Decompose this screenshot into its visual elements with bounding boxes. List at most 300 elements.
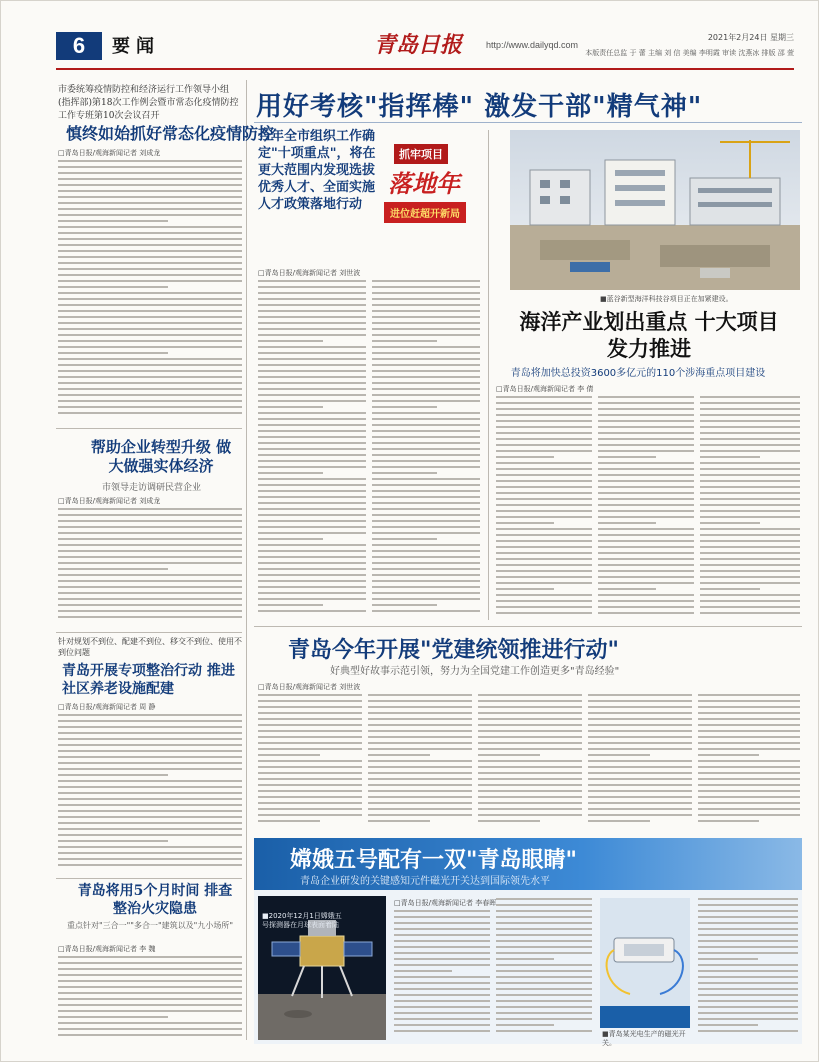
text-line (58, 864, 242, 866)
story4-byline: □青岛日报/观海新闻记者 李 魏 (58, 945, 156, 953)
feature-headline[interactable]: 用好考核"指挥棒" 激发干部"精气神" (256, 92, 703, 122)
text-line (58, 166, 242, 168)
text-line (372, 394, 480, 396)
text-line (258, 796, 362, 798)
text-line (700, 588, 760, 590)
text-line (372, 466, 480, 468)
text-line (698, 910, 798, 912)
text-line (698, 760, 800, 762)
text-line (368, 808, 472, 810)
text-line (700, 600, 800, 602)
text-line (496, 964, 592, 966)
text-line (700, 408, 800, 410)
text-line (700, 432, 800, 434)
text-line (588, 766, 692, 768)
text-line (496, 916, 592, 918)
text-line (258, 802, 362, 804)
text-line (598, 576, 694, 578)
headline-rule (254, 122, 802, 123)
text-line (258, 298, 366, 300)
text-line (258, 610, 366, 612)
text-line (258, 790, 362, 792)
text-line (394, 916, 490, 918)
text-line (698, 970, 798, 972)
text-line (598, 612, 694, 614)
text-line (58, 292, 242, 294)
text-line (478, 736, 582, 738)
text-line (598, 558, 694, 560)
text-line (496, 928, 592, 930)
text-line (58, 1028, 242, 1030)
text-line (588, 808, 692, 810)
text-line (372, 550, 480, 552)
text-line (372, 556, 480, 558)
text-line (698, 1018, 798, 1020)
text-line (496, 396, 592, 398)
text-line (258, 430, 366, 432)
text-line (598, 414, 694, 416)
text-line (496, 898, 592, 900)
text-line (368, 766, 472, 768)
text-line (496, 456, 554, 458)
text-line (598, 432, 694, 434)
text-line (588, 778, 692, 780)
story1-headline[interactable]: 慎终如始抓好常态化疫情防控 (66, 124, 275, 143)
text-line (258, 292, 366, 294)
text-line (58, 262, 242, 264)
text-line (58, 956, 242, 958)
text-line (700, 438, 800, 440)
text-line (588, 742, 692, 744)
party-body-col3 (478, 694, 582, 828)
text-line (258, 718, 362, 720)
text-line (58, 340, 242, 342)
text-line (258, 736, 362, 738)
text-line (698, 802, 800, 804)
text-line (598, 498, 694, 500)
feature-body-col2 (372, 280, 480, 620)
text-line (372, 418, 480, 420)
text-line (58, 544, 242, 546)
text-line (58, 604, 242, 606)
text-line (598, 582, 694, 584)
text-line (58, 526, 242, 528)
website-url[interactable]: http://www.dailyqd.com (486, 40, 579, 50)
text-line (258, 382, 366, 384)
text-line (258, 532, 366, 534)
text-line (700, 546, 800, 548)
feature-byline: □青岛日报/观海新闻记者 刘世波 (258, 269, 361, 277)
text-line (700, 474, 800, 476)
text-line (58, 568, 168, 570)
text-line (372, 580, 480, 582)
text-line (372, 562, 480, 564)
story3-headline[interactable]: 青岛开展专项整治行动 推进社区养老设施配建 (62, 663, 235, 697)
party-body-col4 (588, 694, 692, 828)
text-line (258, 394, 366, 396)
text-line (698, 820, 759, 822)
text-line (368, 706, 472, 708)
text-line (496, 420, 592, 422)
text-line (496, 408, 592, 410)
text-line (700, 462, 800, 464)
text-line (372, 412, 480, 414)
text-line (700, 456, 760, 458)
text-line (258, 574, 366, 576)
text-line (258, 484, 366, 486)
construction-photo-caption: ■蓝谷新型海洋科技谷项目正在加紧建设。 (600, 295, 733, 303)
text-line (372, 508, 480, 510)
text-line (698, 772, 800, 774)
text-line (698, 922, 798, 924)
text-line (258, 604, 323, 606)
text-line (598, 504, 694, 506)
text-line (372, 370, 480, 372)
text-line (496, 600, 592, 602)
text-line (698, 940, 798, 942)
editor-credits: 本版责任总监 于 蕾 主编 刘 信 美编 李明霞 审读 沈燕冰 排版 邵 萱 (585, 49, 794, 57)
text-line (58, 738, 242, 740)
text-line (372, 502, 480, 504)
text-line (258, 454, 366, 456)
text-line (258, 772, 362, 774)
text-line (478, 724, 582, 726)
text-line (478, 694, 582, 696)
text-line (598, 402, 694, 404)
text-line (258, 400, 366, 402)
text-line (496, 432, 592, 434)
text-line (368, 724, 472, 726)
text-line (478, 718, 582, 720)
text-line (58, 196, 242, 198)
text-line (372, 610, 480, 612)
text-line (478, 790, 582, 792)
text-line (58, 346, 242, 348)
text-line (368, 820, 430, 822)
text-line (368, 772, 472, 774)
text-line (258, 784, 362, 786)
project-year-badge (384, 144, 484, 234)
text-line (496, 414, 592, 416)
text-line (394, 922, 490, 924)
text-line (58, 822, 242, 824)
text-line (496, 498, 592, 500)
story-divider (56, 632, 242, 633)
text-line (58, 732, 242, 734)
text-line (496, 976, 592, 978)
text-line (700, 444, 800, 446)
text-line (258, 778, 362, 780)
text-line (588, 760, 692, 762)
text-line (58, 858, 242, 860)
text-line (372, 532, 480, 534)
text-line (258, 496, 366, 498)
text-line (698, 778, 800, 780)
text-line (372, 520, 480, 522)
text-line (698, 1006, 798, 1008)
text-line (258, 700, 362, 702)
text-line (372, 358, 480, 360)
text-line (496, 1012, 592, 1014)
text-line (58, 1004, 242, 1006)
text-line (372, 484, 480, 486)
text-line (496, 504, 592, 506)
text-line (58, 532, 242, 534)
story-divider (56, 428, 242, 429)
text-line (258, 568, 366, 570)
text-line (372, 316, 480, 318)
story4-headline[interactable]: 青岛将用5个月时间 排查整治火灾隐患 (77, 883, 233, 917)
text-line (700, 522, 760, 524)
text-line (598, 534, 694, 536)
text-line (598, 480, 694, 482)
text-line (258, 766, 362, 768)
text-line (394, 910, 490, 912)
optic-switch-caption: ■青岛某光电生产的磁光开关。 (602, 1030, 686, 1047)
text-line (258, 478, 366, 480)
text-line (368, 700, 472, 702)
text-line (368, 784, 472, 786)
text-line (258, 310, 366, 312)
text-line (372, 604, 437, 606)
text-line (496, 528, 592, 530)
text-line (258, 544, 366, 546)
text-line (700, 468, 800, 470)
party-body-col5 (698, 694, 800, 828)
text-line (496, 486, 592, 488)
text-line (258, 754, 320, 756)
text-line (372, 400, 480, 402)
marine-headline[interactable]: 海洋产业划出重点 十大项目发力推进 (519, 309, 779, 361)
text-line (700, 504, 800, 506)
text-line (394, 1012, 490, 1014)
text-line (394, 1024, 490, 1026)
text-line (496, 970, 592, 972)
text-line (698, 694, 800, 696)
text-line (496, 1030, 592, 1032)
text-line (496, 958, 554, 960)
text-line (598, 474, 694, 476)
text-line (698, 790, 800, 792)
text-line (368, 802, 472, 804)
marine-byline: □青岛日报/观海新闻记者 李 倩 (496, 385, 594, 393)
text-line (258, 412, 366, 414)
text-line (478, 820, 540, 822)
text-line (496, 582, 592, 584)
party-headline[interactable]: 青岛今年开展"党建统领推进行动" (288, 637, 619, 663)
text-line (58, 298, 242, 300)
text-line (598, 564, 694, 566)
text-line (588, 802, 692, 804)
text-line (496, 606, 592, 608)
text-line (588, 784, 692, 786)
lunar-photo-caption: ■2020年12月1日嫦娥五号探测器在月球表面着陆 (262, 912, 342, 929)
text-line (58, 1010, 242, 1012)
text-line (372, 334, 480, 336)
text-line (58, 364, 242, 366)
text-line (58, 376, 242, 378)
text-line (58, 598, 242, 600)
change5-byline: □青岛日报/观海新闻记者 李春晖 (394, 899, 497, 907)
text-line (372, 544, 480, 546)
text-line (698, 988, 798, 990)
text-line (58, 238, 242, 240)
text-line (478, 748, 582, 750)
text-line (258, 466, 366, 468)
text-line (588, 748, 692, 750)
text-line (368, 694, 472, 696)
text-line (394, 970, 452, 972)
text-line (478, 802, 582, 804)
text-line (58, 998, 242, 1000)
text-line (588, 796, 692, 798)
text-line (258, 598, 366, 600)
text-line (58, 232, 242, 234)
text-line (258, 442, 366, 444)
text-line (698, 700, 800, 702)
section-name: 要闻 (112, 36, 160, 57)
text-line (58, 762, 242, 764)
text-line (598, 516, 694, 518)
text-line (394, 952, 490, 954)
change5-headline[interactable]: 嫦娥五号配有一双"青岛眼睛" (290, 847, 577, 873)
text-line (496, 438, 592, 440)
text-line (496, 994, 592, 996)
text-line (496, 1018, 592, 1020)
text-line (258, 346, 366, 348)
text-line (58, 202, 242, 204)
text-line (598, 588, 656, 590)
text-line (258, 592, 366, 594)
text-line (368, 790, 472, 792)
text-line (598, 444, 694, 446)
text-line (58, 750, 242, 752)
text-line (496, 522, 554, 524)
text-line (372, 376, 480, 378)
text-line (368, 754, 430, 756)
text-line (258, 406, 323, 408)
text-line (700, 480, 800, 482)
text-line (58, 394, 242, 396)
text-line (58, 962, 242, 964)
text-line (58, 556, 242, 558)
text-line (258, 808, 362, 810)
text-line (258, 388, 366, 390)
text-line (698, 904, 798, 906)
text-line (394, 940, 490, 942)
text-line (698, 730, 800, 732)
text-line (698, 1030, 798, 1032)
text-line (58, 274, 242, 276)
text-line (700, 570, 800, 572)
text-line (698, 766, 800, 768)
text-line (496, 952, 592, 954)
text-line (58, 580, 242, 582)
text-line (496, 576, 592, 578)
text-line (372, 568, 480, 570)
text-line (698, 928, 798, 930)
text-line (700, 552, 800, 554)
text-line (496, 988, 592, 990)
text-line (58, 792, 242, 794)
text-line (372, 406, 437, 408)
text-line (258, 322, 366, 324)
text-line (698, 958, 758, 960)
text-line (700, 564, 800, 566)
text-line (496, 552, 592, 554)
text-line (58, 550, 242, 552)
text-line (394, 1000, 490, 1002)
text-line (258, 352, 366, 354)
text-line (478, 760, 582, 762)
story3-byline: □青岛日报/观海新闻记者 周 静 (58, 703, 156, 711)
text-line (496, 564, 592, 566)
text-line (394, 1030, 490, 1032)
text-line (58, 256, 242, 258)
construction-photo (510, 130, 800, 290)
text-line (372, 388, 480, 390)
text-line (258, 550, 366, 552)
text-line (258, 748, 362, 750)
text-line (700, 414, 800, 416)
story2-byline: □青岛日报/观海新闻记者 刘成龙 (58, 497, 161, 505)
text-line (372, 592, 480, 594)
text-line (258, 448, 366, 450)
text-line (700, 558, 800, 560)
text-line (496, 934, 592, 936)
text-line (372, 514, 480, 516)
text-line (588, 700, 692, 702)
text-line (58, 286, 168, 288)
text-line (372, 454, 480, 456)
text-line (58, 798, 242, 800)
text-line (478, 796, 582, 798)
text-line (698, 724, 800, 726)
text-line (258, 820, 320, 822)
text-line (258, 742, 362, 744)
text-line (58, 574, 242, 576)
text-line (372, 328, 480, 330)
text-line (372, 538, 437, 540)
text-line (58, 592, 242, 594)
text-line (58, 774, 168, 776)
story2-headline[interactable]: 帮助企业转型升级 做大做强实体经济 (90, 438, 232, 475)
text-line (372, 286, 480, 288)
text-line (258, 490, 366, 492)
text-line (698, 976, 798, 978)
text-line (598, 552, 694, 554)
text-line (258, 520, 366, 522)
text-line (598, 408, 694, 410)
text-line (258, 418, 366, 420)
story3-kicker: 针对规划不到位、配建不到位、移交不到位、使用不到位问题 (58, 637, 242, 657)
magneto-optic-switch-photo (600, 898, 690, 1028)
story-divider (254, 626, 802, 627)
text-line (372, 442, 480, 444)
change5-body-col1 (394, 910, 490, 1038)
change5-subhead: 青岛企业研发的关键感知元件磁光开关达到国际领先水平 (300, 876, 550, 887)
text-line (258, 562, 366, 564)
text-line (698, 808, 800, 810)
text-line (478, 808, 582, 810)
text-line (258, 424, 366, 426)
text-line (58, 1022, 242, 1024)
text-line (700, 516, 800, 518)
text-line (598, 486, 694, 488)
text-line (598, 420, 694, 422)
text-line (700, 486, 800, 488)
text-line (58, 562, 242, 564)
